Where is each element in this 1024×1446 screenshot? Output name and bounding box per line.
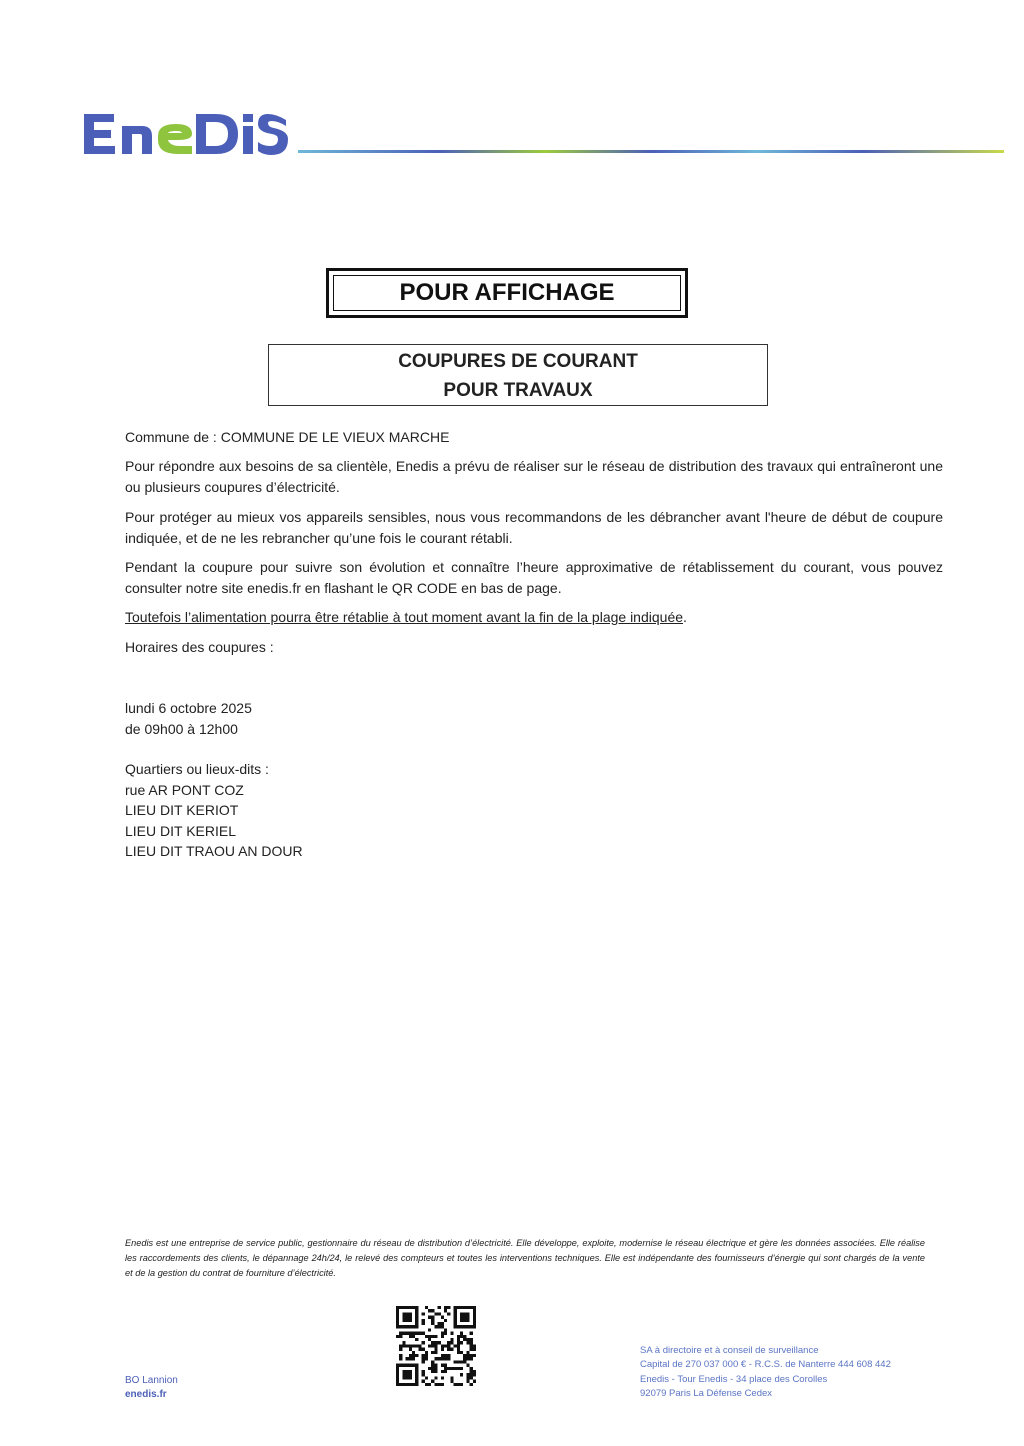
qr-module (406, 1344, 409, 1347)
qr-module (441, 1316, 444, 1319)
qr-module (409, 1332, 412, 1335)
qr-module (409, 1335, 412, 1338)
qr-module (438, 1306, 441, 1309)
qr-module (457, 1348, 460, 1351)
qr-module (418, 1344, 421, 1347)
display-notice-title: POUR AFFICHAGE (333, 275, 681, 311)
qr-module (431, 1335, 434, 1338)
qr-module (425, 1376, 428, 1379)
qr-module (441, 1325, 444, 1328)
paragraph-notice (125, 607, 943, 628)
qr-module (431, 1351, 434, 1354)
qr-module (441, 1332, 444, 1335)
qr-module (454, 1367, 457, 1370)
qr-module (422, 1354, 425, 1357)
qr-module (441, 1383, 444, 1386)
qr-module (450, 1348, 453, 1351)
qr-module (460, 1335, 463, 1338)
qr-module (466, 1364, 469, 1367)
qr-module (460, 1332, 463, 1335)
qr-module (466, 1338, 469, 1341)
qr-module (466, 1357, 469, 1360)
qr-module (434, 1348, 437, 1351)
company-info (640, 1344, 891, 1401)
qr-module (425, 1335, 428, 1338)
qr-module (441, 1370, 444, 1373)
qr-module (470, 1338, 473, 1341)
qr-module (399, 1335, 402, 1338)
qr-module (422, 1360, 425, 1363)
display-notice-box (326, 268, 688, 318)
qr-module (444, 1364, 447, 1367)
subject-line-1: COUPURES DE COURANT (398, 351, 638, 372)
qr-module (434, 1367, 437, 1370)
qr-module (457, 1344, 460, 1347)
qr-module (457, 1341, 460, 1344)
qr-module (444, 1328, 447, 1331)
qr-module (431, 1319, 434, 1322)
qr-module (409, 1344, 412, 1347)
qr-module (441, 1344, 444, 1347)
qr-module (425, 1354, 428, 1357)
qr-module (444, 1354, 447, 1357)
qr-module (422, 1319, 425, 1322)
qr-module (457, 1338, 460, 1341)
qr-module (470, 1383, 473, 1386)
qr-module (431, 1341, 434, 1344)
qr-module (415, 1332, 418, 1335)
qr-module (431, 1370, 434, 1373)
locations-label: Quartiers ou lieux-dits : (125, 761, 269, 777)
qr-module (463, 1357, 466, 1360)
qr-module (402, 1344, 405, 1347)
qr-module (450, 1341, 453, 1344)
office-block (125, 1374, 178, 1402)
paragraph-protect: Pour protéger au mieux vos appareils sensibles, nous vous recommandons de les débrancher avant l'heure de début de coupure indiquée, et de ne les rebrancher qu’une fois le courant rétabli. (125, 509, 943, 546)
qr-module (463, 1360, 466, 1363)
notice-underlined: Toutefois l’alimentation pourra être rétablie à tout moment avant la fin de la plage indiquée (125, 609, 684, 625)
qr-module (428, 1328, 431, 1331)
qr-module (438, 1341, 441, 1344)
qr-module (431, 1360, 434, 1363)
schedule-time: de 09h00 à 12h00 (125, 721, 238, 737)
qr-module (450, 1332, 453, 1335)
qr-module (399, 1348, 402, 1351)
header-divider (298, 150, 1004, 153)
company-line: Capital de 270 037 000 € - R.C.S. de Nanterre 444 608 442 (640, 1359, 891, 1371)
qr-module (428, 1309, 431, 1312)
qr-module (434, 1364, 437, 1367)
qr-module (434, 1383, 437, 1386)
qr-module (438, 1312, 441, 1315)
qr-module (434, 1341, 437, 1344)
qr-module (470, 1354, 473, 1357)
qr-module (399, 1344, 402, 1347)
qr-module (438, 1357, 441, 1360)
office-name: BO Lannion (125, 1375, 178, 1386)
qr-module (441, 1357, 444, 1360)
company-line: Enedis - Tour Enedis - 34 place des Corolles (640, 1373, 828, 1385)
qr-module (399, 1354, 402, 1357)
qr-module (473, 1354, 476, 1357)
qr-module (425, 1383, 428, 1386)
qr-module (441, 1322, 444, 1325)
qr-module (454, 1383, 457, 1386)
qr-module (470, 1367, 473, 1370)
qr-module (460, 1373, 463, 1376)
qr-module (457, 1351, 460, 1354)
qr-module (431, 1322, 434, 1325)
qr-module (473, 1348, 476, 1351)
qr-module (399, 1332, 402, 1335)
qr-module (412, 1335, 415, 1338)
qr-code[interactable] (396, 1306, 476, 1386)
qr-module (460, 1351, 463, 1354)
qr-module (409, 1357, 412, 1360)
qr-module (457, 1360, 460, 1363)
qr-module (431, 1316, 434, 1319)
qr-module (422, 1348, 425, 1351)
qr-module (441, 1348, 444, 1351)
qr-module (428, 1338, 431, 1341)
qr-module (431, 1367, 434, 1370)
qr-module (447, 1344, 450, 1347)
qr-module (470, 1373, 473, 1376)
qr-module (460, 1367, 463, 1370)
qr-module (438, 1325, 441, 1328)
subject-box (268, 344, 768, 406)
qr-module (444, 1367, 447, 1370)
qr-module (422, 1312, 425, 1315)
qr-module (466, 1380, 469, 1383)
qr-module (438, 1322, 441, 1325)
qr-module (434, 1351, 437, 1354)
qr-module (422, 1380, 425, 1383)
qr-module (409, 1348, 412, 1351)
qr-module (441, 1364, 444, 1367)
qr-module (470, 1348, 473, 1351)
commune-line: Commune de : COMMUNE DE LE VIEUX MARCHE (125, 429, 450, 445)
qr-module (450, 1376, 453, 1379)
qr-module (444, 1319, 447, 1322)
qr-module (450, 1380, 453, 1383)
qr-module (454, 1344, 457, 1347)
qr-module (447, 1341, 450, 1344)
qr-module (470, 1341, 473, 1344)
qr-module (431, 1344, 434, 1347)
location-item: rue AR PONT COZ (125, 781, 244, 798)
qr-module (457, 1335, 460, 1338)
qr-module (418, 1348, 421, 1351)
qr-module (447, 1357, 450, 1360)
qr-module (412, 1354, 415, 1357)
qr-module (396, 1335, 399, 1338)
subject-line-2: POUR TRAVAUX (443, 380, 593, 401)
qr-module (447, 1354, 450, 1357)
qr-module (438, 1383, 441, 1386)
qr-module (447, 1367, 450, 1370)
legal-notice: Enedis est une entreprise de service public, gestionnaire du réseau de distribution d’électricité. Elle développe, exploite, modernise le réseau électrique et gère les données associées. Elle réalise les raccordements des clients, le dépannage 24h/24, le relevé des compteurs et toutes les interventions techniques. Elle est indépendante des fournisseurs d’énergie qui sont chargés de la vente et de la gestion du contrat de fourniture d’électricité. (125, 1238, 925, 1278)
qr-module (431, 1364, 434, 1367)
qr-module (444, 1370, 447, 1373)
qr-module (457, 1383, 460, 1386)
qr-module (460, 1360, 463, 1363)
notice-period: . (683, 609, 687, 625)
qr-module (425, 1351, 428, 1354)
qr-module (460, 1383, 463, 1386)
qr-module (418, 1332, 421, 1335)
qr-module (412, 1351, 415, 1354)
qr-module (463, 1354, 466, 1357)
qr-module (431, 1309, 434, 1312)
qr-module (463, 1335, 466, 1338)
qr-module (470, 1370, 473, 1373)
qr-module (434, 1325, 437, 1328)
qr-module (422, 1332, 425, 1335)
website-link[interactable]: enedis.fr (125, 1389, 167, 1400)
qr-module (473, 1373, 476, 1376)
qr-module (406, 1357, 409, 1360)
qr-module (470, 1357, 473, 1360)
qr-module (473, 1344, 476, 1347)
qr-module (428, 1383, 431, 1386)
schedule-block (125, 698, 943, 740)
qr-module (422, 1357, 425, 1360)
qr-module (434, 1335, 437, 1338)
location-item: LIEU DIT KERIOT (125, 802, 239, 818)
location-item: LIEU DIT TRAOU AN DOUR (125, 843, 303, 859)
qr-module (466, 1373, 469, 1376)
qr-module (412, 1357, 415, 1360)
qr-module (434, 1357, 437, 1360)
qr-module (441, 1354, 444, 1357)
qr-module (466, 1376, 469, 1379)
qr-module (444, 1309, 447, 1312)
qr-module (473, 1370, 476, 1373)
qr-module (434, 1344, 437, 1347)
schedule-date: lundi 6 octobre 2025 (125, 700, 252, 716)
qr-module (444, 1306, 447, 1309)
qr-module (473, 1380, 476, 1383)
qr-module (434, 1370, 437, 1373)
qr-module (402, 1332, 405, 1335)
qr-module (428, 1335, 431, 1338)
qr-module (444, 1332, 447, 1335)
paragraph-follow: Pendant la coupure pour suivre son évolution et connaître l’heure approximative de rétablissement du courant, vous pouvez consulter notre site enedis.fr en flashant le QR CODE en bas de page. (125, 559, 943, 596)
qr-module (444, 1344, 447, 1347)
qr-module (425, 1306, 428, 1309)
company-line: 92079 Paris La Défense Cedex (640, 1387, 773, 1399)
qr-module (422, 1373, 425, 1376)
qr-module (441, 1376, 444, 1379)
qr-module (450, 1338, 453, 1341)
qr-module (441, 1335, 444, 1338)
qr-module (466, 1341, 469, 1344)
qr-module (460, 1341, 463, 1344)
enedis-logo (80, 106, 290, 160)
qr-module (399, 1357, 402, 1360)
qr-module (406, 1332, 409, 1335)
qr-module (463, 1338, 466, 1341)
qr-module (466, 1354, 469, 1357)
qr-module (450, 1367, 453, 1370)
qr-module (434, 1312, 437, 1315)
qr-module (431, 1380, 434, 1383)
qr-module (457, 1367, 460, 1370)
qr-module (434, 1376, 437, 1379)
qr-module (428, 1316, 431, 1319)
locations-block (125, 759, 943, 862)
qr-module (447, 1348, 450, 1351)
qr-module (422, 1322, 425, 1325)
qr-module (422, 1370, 425, 1373)
qr-module (428, 1367, 431, 1370)
location-item: LIEU DIT KERIEL (125, 822, 237, 839)
qr-module (412, 1332, 415, 1335)
qr-module (402, 1341, 405, 1344)
qr-module (454, 1360, 457, 1363)
qr-module (470, 1376, 473, 1379)
qr-module (470, 1332, 473, 1335)
qr-module (415, 1338, 418, 1341)
qr-module (470, 1344, 473, 1347)
qr-module (428, 1344, 431, 1347)
company-line: SA à directoire et à conseil de surveillance (640, 1345, 819, 1356)
qr-module (444, 1357, 447, 1360)
qr-module (422, 1341, 425, 1344)
paragraph-needs: Pour répondre aux besoins de sa clientèle, Enedis a prévu de réaliser sur le réseau de distribution des travaux qui entraîneront une ou plusieurs coupures d’électricité. (125, 458, 943, 495)
qr-module (425, 1357, 428, 1360)
qr-module (412, 1344, 415, 1347)
schedule-label: Horaires des coupures : (125, 639, 274, 655)
qr-module (447, 1306, 450, 1309)
qr-module (415, 1344, 418, 1347)
qr-module (409, 1354, 412, 1357)
qr-module (415, 1354, 418, 1357)
qr-module (466, 1351, 469, 1354)
qr-module (447, 1312, 450, 1315)
